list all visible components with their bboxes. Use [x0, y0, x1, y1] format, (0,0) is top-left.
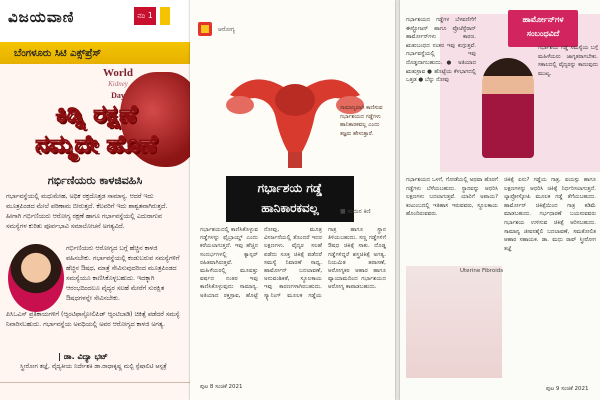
article-paragraph: ಗರ್ಭಾವಸ್ಥೆಯಲ್ಲಿ ಮಧುಮೇಹ, ಅಧಿಕ ರಕ್ತದೊತ್ತಡ ಸಾಮಾನ್ಯ. ಆದರೆ ಇದು ಮೂತ್ರಪಿಂಡದ ಮೇಲೆ ಪರಿಣಾಮ ಬೀರುತ್ತದೆ. ಕೆಲವರಿಗೆ ಇದು ಶಾಶ್ವತವಾಗಿರುತ್ತದೆ. ಹೀಗಾಗಿ ಗರ್ಭಿಣಿಯರು ಆರೋಗ್ಯ ರಕ್ಷಣೆ ಹಾಗೂ ಗರ್ಭಾವಸ್ಥೆಯಲ್ಲಿ ಎದುರಾಗುವ ಸಮಸ್ಯೆಗಳ ಕುರಿತು ಪೂರ್ವಭಾವಿ ಸಮಾಲೋಚನೆ ಅಗತ್ಯವಿದೆ. [6, 193, 168, 230]
expert-photo [482, 58, 534, 158]
title-line1: ಗರ್ಭಾಶಯ ಗಡ್ಡೆ [257, 181, 323, 195]
article-paragraph: ಗರ್ಭಿಣಿಯರು ಆರೋಗ್ಯದ ಬಗ್ಗೆ ಹೆಚ್ಚಿನ ಕಾಳಜಿ ವಹಿಸಬೇಕು. ಗರ್ಭಾವಸ್ಥೆಯಲ್ಲಿ ಕಂಡುಬರುವ ಸಮಸ್ಯೆಗಳಿಗೆ ಹೆಚ್ಚಿನ ಔಷಧ, ಮಾತ್ರೆ ಸೇವಿಸುವುದರಿಂದ ಮೂತ್ರಪಿಂಡದ ಸಮಸ್ಯೆಯೂ ಕಾಣಿಸಿಕೊಳ್ಳಬಹುದು. ಇದಕ್ಕಾಗಿ ಆರಂಭದಿಂದಲೂ ವೈದ್ಯರ ಸಲಹೆ ಮೇರೆಗೆ ಸುರಕ್ಷಿತ ಔಷಧಗಳನ್ನೇ ಸೇವಿಸಬೇಕು. [66, 245, 180, 302]
masthead [0, 0, 190, 42]
article-column: ಗರ್ಭಾಶಯದ ಒಳಗೆ, ಗೋಡೆಯಲ್ಲಿ ಅಥವಾ ಹೊರಗೆ ಗಡ್ಡೆಗಳು ಬೆಳೆಯಬಹುದು. ಸ್ಥಾನವನ್ನು ಆಧರಿಸಿ ಲಕ್ಷಣಗಳು ಬದಲಾಗುತ್ತವೆ. ಯಾರಿಗೆ ಅಪಾಯ? ಕುಟುಂಬದಲ್ಲಿ ಇತಿಹಾಸ ಇರುವವರು, ಸ್ಥೂಲಕಾಯ ಹೊಂದಿರುವವರು. [406, 177, 498, 218]
headline-line1: ಕಿಡ್ನಿ ರಕ್ಷಣೆ [55, 100, 137, 128]
article-column: ಗರ್ಭಾಶಯದ ಗಡ್ಡೆಗಳ ಬೆಳವಣಿಗೆಗೆ ಈಸ್ಟ್ರೋಜನ್ ಹಾಗೂ ಪ್ರೊಜೆಸ್ಟೆರಾನ್ ಹಾರ್ಮೋನ್‌ಗಳು ಕಾರಣ. ಋತುಬಂಧದ ನಂತರ ಇವು ಕುಗ್ಗುತ್ತವೆ. ಗರ್ಭಾವಸ್ಥೆಯಲ್ಲಿ ಇವು ದೊಡ್ಡದಾಗಬಹುದು. ● ಅತಿಯಾದ ಋತುಸ್ರಾವ ● ಹೊಟ್ಟೆಯ ಕೆಳಭಾಗದಲ್ಲಿ ಒತ್ತಡ ● ಬೆನ್ನು ನೋವು [406, 17, 476, 84]
byline: ■ ಸುಮನ ಕಿಣಿ [340, 208, 371, 215]
article-paragraph: ಪಿಸಿಒಎಸ್ ಪ್ರತಿಕಾಯಗಳಿಗೆ (ಆ್ಯಂಟಿಫಾಸ್ಫೋಲಿಪಿಡ್ ಆ್ಯಂಟಿಬಾಡಿ) ಚಿಕಿತ್ಸೆ ಪಡೆದರೆ ಸಮಸ್ಯೆ ನಿವಾರಿಸಬಹುದು. ಗರ್ಭಾವಸ್ಥೆಯ ಅವಧಿಯಲ್ಲಿ ಅವರ ಆರೋಗ್ಯದ ಕಾಳಜಿ ಅಗತ್ಯ. [6, 311, 180, 328]
masthead-logo: ವಿಜಯವಾಣಿ [8, 8, 75, 26]
feature-banner: ಹಾರ್ಮೋನ್‌ಗಳ ಸಂಬಂಧವಿದೆ [508, 10, 578, 47]
right-page [400, 0, 600, 400]
article-column: ಗರ್ಭಾಶಯ ಗಡ್ಡೆ ಸಮಸ್ಯೆಯ ಬಗ್ಗೆ ಮಹಿಳೆಯರು ಜಾಗೃತರಾಗಬೇಕು. ಸಕಾಲದಲ್ಲಿ ವೈದ್ಯರನ್ನು ಕಾಣುವುದು ಮುಖ್ಯ. [538, 45, 598, 77]
section-logo-accent [201, 25, 209, 33]
fibroid-label: Uterine Fibroids [460, 268, 504, 274]
fibroid-diagram [406, 266, 502, 378]
page-footer: ಪುಟ 8 ಸಂಚಿಕೆ 2021 [200, 384, 243, 390]
subheading: ಗರ್ಭಿಣಿಯರು ಕಾಳಜಿವಹಿಸಿ [47, 174, 143, 187]
masthead-badge: ನಂ 1 [134, 7, 156, 25]
headline-line2: ನಮ್ಮದೇ ಹೊಣೆ [35, 130, 157, 158]
section-tag: ಆರೋಗ್ಯ [218, 26, 236, 33]
title-line2: ಹಾನಿಕಾರಕವಲ್ಲ [261, 201, 319, 215]
world-day-line3: Day [111, 91, 125, 100]
article-title [226, 176, 354, 222]
ribbon-text: ಬೆಂಗಳೂರು ಸಿಟಿ ಎಕ್ಸ್‌ಪ್ರೆಸ್ [14, 48, 102, 59]
world-kidney-day-logo [96, 68, 140, 101]
left-page [0, 0, 190, 400]
author-designation: ಸ್ತ್ರೀರೋಗ ತಜ್ಞೆ, ವೈದ್ಯಕೀಯ ನಿರ್ದೇಶಕಿ ಡಾ.ರಾಧಾಕೃಷ್ಣ ಮಲ್ಟಿ ಸ್ಪೆಷಾಲಿಟಿ ಆಸ್ಪತ್ರೆ [20, 363, 167, 370]
side-caption: ಸಾಮಾನ್ಯವಾಗಿ ಕಾಣಿಸುವ ಗರ್ಭಾಶಯದ ಗಡ್ಡೆಗಳು ಹಾನಿಕಾರಕವಲ್ಲ ಎಂದು ತಜ್ಞರು ಹೇಳುತ್ತಾರೆ. [340, 105, 383, 137]
author-portrait [8, 244, 64, 312]
page-bottom-strip [0, 382, 190, 400]
world-day-line2: Kidney [108, 80, 128, 88]
middle-page [190, 0, 395, 400]
world-day-line1: World [103, 67, 133, 79]
author-name: | ಡಾ. ವಿದ್ಯಾ ಭಟ್ [58, 352, 108, 361]
page-footer: ಪುಟ 9 ಸಂಚಿಕೆ 2021 [546, 386, 589, 392]
article-body: ಗರ್ಭಾಶಯದಲ್ಲಿ ಕಾಣಿಸಿಕೊಳ್ಳುವ ಗಡ್ಡೆಗಳನ್ನು ಫೈಬ್ರಾಯ್ಡ್ ಎಂದು ಕರೆಯಲಾಗುತ್ತದೆ. ಇವು ಹೆಚ್ಚಿನ ಸಂದರ್ಭಗಳಲ್ಲಿ ಕ್ಯಾನ್ಸರ್ ರಹಿತವಾಗಿರುತ್ತವೆ. ಮಹಿಳೆಯರಲ್ಲಿ ಮೂವತ್ತು ವರ್ಷದ ನಂತರ ಇವು ಕಾಣಿಸಿಕೊಳ್ಳುವುದು ಸಾಮಾನ್ಯ. ಅತಿಯಾದ ರಕ್ತಸ್ರಾವ, ಹೊಟ್ಟೆ ನೋವು, ಮೂತ್ರ ವಿಸರ್ಜನೆಯಲ್ಲಿ ತೊಂದರೆ ಇದರ ಲಕ್ಷಣಗಳು. ವೈದ್ಯರ ಸಲಹೆ ಪಡೆದು ಸೂಕ್ತ ಚಿಕಿತ್ಸೆ ಪಡೆದರೆ ಸಮಸ್ಯೆ ನಿವಾರಣೆ ಸಾಧ್ಯ. ಹಾರ್ಮೋನ್ ಬದಲಾವಣೆ, ಅನುವಂಶಿಕತೆ, ಸ್ಥೂಲಕಾಯ ಇವು ಕಾರಣಗಳಾಗಿರಬಹುದು. ಸ್ಕ್ಯಾನಿಂಗ್ ಮೂಲಕ ಗಡ್ಡೆಯ ಗಾತ್ರ ಹಾಗೂ ಸ್ಥಾನ ತಿಳಿಯಬಹುದು. ಸಣ್ಣ ಗಡ್ಡೆಗಳಿಗೆ ಔಷಧ ಚಿಕಿತ್ಸೆ ಸಾಕು. ದೊಡ್ಡ ಗಡ್ಡೆಗಳಿದ್ದರೆ ಶಸ್ತ್ರಚಿಕಿತ್ಸೆ ಅಗತ್ಯ. ನಿಯಮಿತ ತಪಾಸಣೆ, ಆರೋಗ್ಯಕರ ಆಹಾರ ಹಾಗೂ ವ್ಯಾಯಾಮದಿಂದ ಗರ್ಭಾಶಯದ ಆರೋಗ್ಯ ಕಾಪಾಡಬಹುದು. [200, 227, 386, 299]
article-column: ಚಿಕಿತ್ಸೆ ಏನು? ಗಡ್ಡೆಯ ಗಾತ್ರ, ವಯಸ್ಸು ಹಾಗೂ ಲಕ್ಷಣಗಳನ್ನು ಆಧರಿಸಿ ಚಿಕಿತ್ಸೆ ನಿರ್ಧರಿಸಲಾಗುತ್ತದೆ. ಲ್ಯಾಪ್ರೋಸ್ಕೋಪಿ ಮೂಲಕ ಗಡ್ಡೆ ತೆಗೆಯಬಹುದು. ಹಾರ್ಮೋನ್ ಚಿಕಿತ್ಸೆಯಿಂದ ಗಾತ್ರ ಕಡಿಮೆ ಮಾಡಬಹುದು. ಗರ್ಭಧಾರಣೆ ಬಯಸುವವರು ಗರ್ಭಾಶಯ ಉಳಿಸುವ ಚಿಕಿತ್ಸೆ ಆರಿಸಬಹುದು. ಸಾಮಾನ್ಯ ಜೀವನಶೈಲಿ ಬದಲಾವಣೆ, ಸಮತೋಲಿತ ಆಹಾರ ಸಹಾಯಕ. ಡಾ. ಮಧು ರಾವ್ ಸ್ತ್ರೀರೋಗ ತಜ್ಞೆ [504, 177, 596, 252]
masthead-accent [160, 7, 170, 25]
